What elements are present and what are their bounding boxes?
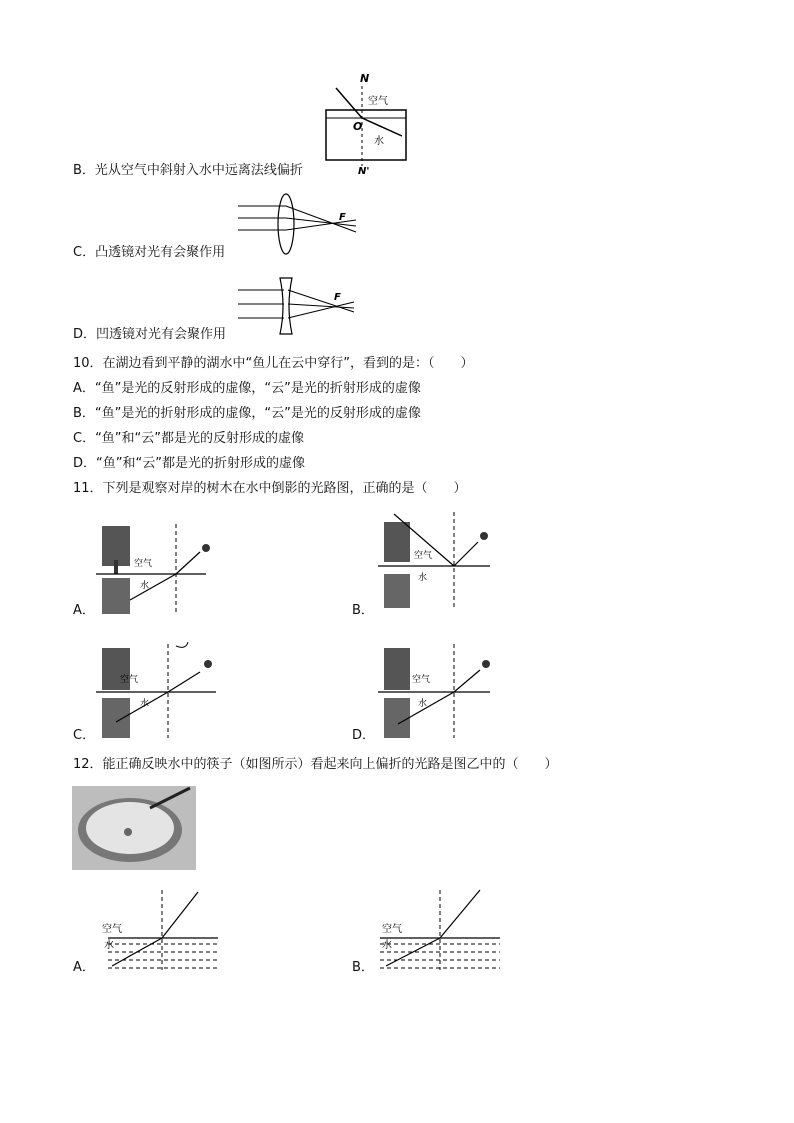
option-c: C．凸透镜对光有会聚作用: [73, 245, 226, 260]
refraction-figure-b: [322, 70, 412, 175]
air-label-q12a: 空气: [102, 924, 122, 935]
q11-option-a-label: A．: [73, 603, 95, 618]
q11-figure-a: [96, 520, 216, 616]
question-10-option-c: C．“鱼”和“云”都是光的反射形成的虚像: [73, 431, 305, 446]
question-10-option-b: B．“鱼”是光的折射形成的虚像，“云”是光的反射形成的虚像: [73, 406, 421, 421]
air-label-q11b: 空气: [414, 551, 433, 561]
concave-lens-figure: [236, 276, 364, 338]
question-11-stem: 11．下列是观察对岸的树木在水中倒影的光路图，正确的是（ ）: [73, 481, 467, 496]
convex-lens-figure: [236, 192, 364, 256]
focus-label-c: F: [339, 212, 346, 223]
normal-label-n: N: [360, 72, 370, 85]
q12-option-a-label: A．: [73, 960, 95, 975]
air-label-q11a: 空气: [134, 559, 153, 569]
water-label-q11d: 水: [418, 699, 428, 709]
water-label-q11a: 水: [140, 581, 150, 591]
q11-figure-c: [96, 640, 220, 740]
focus-label-d: F: [334, 292, 341, 303]
q11-option-d-label: D．: [352, 728, 376, 743]
normal-label-n-prime: N': [358, 166, 370, 175]
q12-figure-b: [380, 886, 504, 972]
question-10-option-a: A．“鱼”是光的反射形成的虚像，“云”是光的折射形成的虚像: [73, 381, 421, 396]
q11-figure-b: [378, 510, 494, 610]
air-label: 空气: [368, 96, 388, 107]
question-10-option-d: D．“鱼”和“云”都是光的折射形成的虚像: [73, 456, 305, 471]
q11-option-b-label: B．: [352, 603, 374, 618]
air-label-q11d: 空气: [412, 675, 431, 685]
water-label-q11c: 水: [140, 699, 150, 709]
point-o-label: O: [353, 120, 363, 133]
q12-figure-a: [98, 886, 222, 972]
q11-option-c-label: C．: [73, 728, 96, 743]
option-d: D．凹透镜对光有会聚作用: [73, 327, 227, 342]
water-label-q12b: 水: [382, 940, 392, 951]
air-label-q12b: 空气: [382, 924, 402, 935]
option-b: B．光从空气中斜射入水中远离法线偏折: [73, 163, 303, 178]
question-12-stem: 12．能正确反映水中的筷子（如图所示）看起来向上偏折的光路是图乙中的（ ）: [73, 757, 558, 772]
q11-figure-d: [378, 640, 494, 740]
water-label-q12a: 水: [104, 940, 114, 951]
air-label-q11c: 空气: [120, 675, 139, 685]
water-label-q11b: 水: [418, 573, 428, 583]
water-label: 水: [374, 136, 384, 147]
q12-option-b-label: B．: [352, 960, 374, 975]
question-10-stem: 10．在湖边看到平静的湖水中“鱼儿在云中穿行”，看到的是：（ ）: [73, 356, 474, 371]
chopsticks-in-water-photo: [72, 786, 196, 870]
